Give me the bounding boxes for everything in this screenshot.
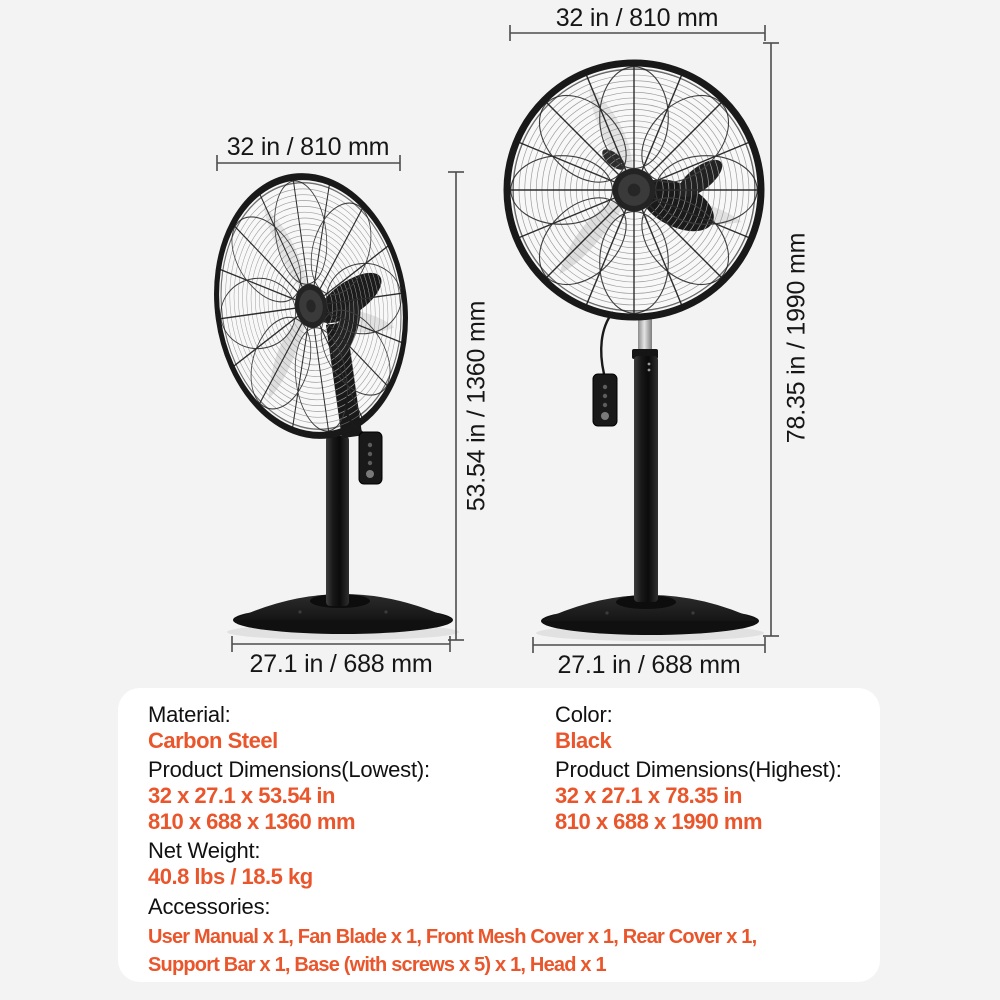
color-label: Color: [555,702,613,727]
right-fan-height-dimension-line [763,43,779,636]
left-fan-head [200,164,422,453]
accessories-line1: User Manual x 1, Fan Blade x 1, Front Mesh Cover x 1, Rear Cover x 1, [148,926,757,948]
right-fan-image [507,63,764,641]
color-value: Black [555,728,612,753]
material-value: Carbon Steel [148,728,278,753]
left-fan-height-label: 53.54 in / 1360 mm [462,300,491,512]
right-fan-base-label: 27.1 in / 688 mm [557,651,741,679]
dimensions-lowest-label: Product Dimensions(Lowest): [148,757,430,782]
right-fan-pole [632,316,658,602]
dimensions-lowest-mm: 810 x 688 x 1360 mm [148,809,356,834]
material-label: Material: [148,702,231,727]
right-fan-head [507,63,761,317]
net-weight-label: Net Weight: [148,838,261,863]
accessories-label: Accessories: [148,894,271,919]
spec-panel [118,688,880,982]
dimensions-highest-label: Product Dimensions(Highest): [555,757,842,782]
right-fan-width-label: 32 in / 810 mm [555,4,719,32]
dimensions-highest-inches: 32 x 27.1 x 78.35 in [555,783,742,808]
dimensions-lowest-inches: 32 x 27.1 x 53.54 in [148,783,335,808]
net-weight-value: 40.8 lbs / 18.5 kg [148,864,313,889]
left-fan-image [200,164,459,640]
right-fan-height-label: 78.35 in / 1990 mm [782,232,811,444]
right-fan-remote [593,312,617,426]
accessories-line2: Support Bar x 1, Base (with screws x 5) x 1, Head x 1 [148,954,606,976]
left-fan-width-label: 32 in / 810 mm [226,133,390,161]
dimensions-highest-mm: 810 x 688 x 1990 mm [555,809,763,834]
left-fan-pole [326,412,349,606]
left-fan-base-label: 27.1 in / 688 mm [249,650,433,678]
